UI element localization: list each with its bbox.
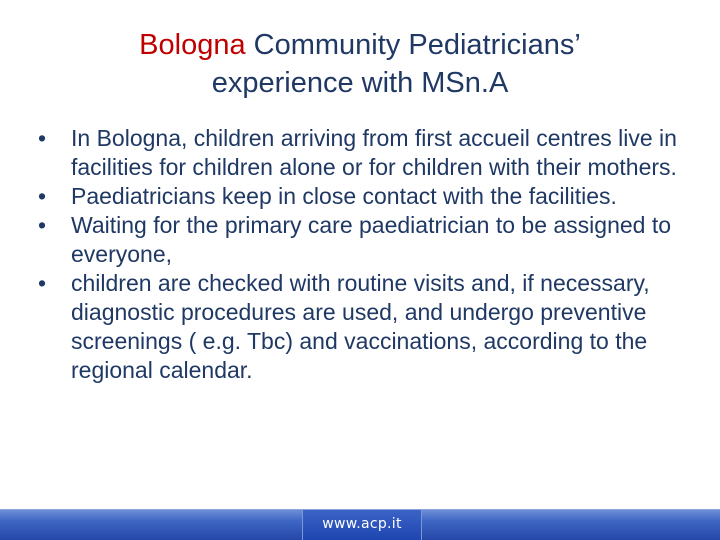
- bullet-marker-icon: •: [38, 183, 47, 209]
- title-accent-word: Bologna: [139, 29, 246, 61]
- bullet-item: [38, 124, 688, 182]
- bullet-text: children are checked with routine visits and, if necessary, diagnostic procedures are used, and undergo preventive screenings ( e.g. Tbc) and vaccinations, according to the regional calendar.: [71, 270, 650, 383]
- title-line-1: [0, 26, 720, 64]
- bullet-text: Paediatricians keep in close contact with the facilities.: [71, 183, 617, 209]
- bullet-item: [38, 211, 688, 269]
- footer-website-link[interactable]: www.acp.it: [322, 516, 402, 532]
- bullet-list: [38, 124, 688, 385]
- bullet-marker-icon: •: [38, 212, 47, 238]
- bullet-text: Waiting for the primary care paediatrician to be assigned to everyone,: [71, 212, 672, 267]
- bullet-item: [38, 269, 688, 385]
- footer-bar: [0, 509, 720, 540]
- bullet-text: In Bologna, children arriving from first accueil centres live in facilities for children alone or for children with their mothers.: [71, 125, 677, 180]
- bullet-item: [38, 182, 688, 211]
- title-line-2: experience with MSn.A: [211, 67, 509, 99]
- footer-link-box[interactable]: [302, 510, 422, 540]
- bullet-marker-icon: •: [38, 125, 47, 151]
- slide-title: [0, 26, 720, 102]
- title-line-1-rest: Community Pediatricians’: [245, 29, 581, 61]
- bullet-marker-icon: •: [38, 270, 47, 296]
